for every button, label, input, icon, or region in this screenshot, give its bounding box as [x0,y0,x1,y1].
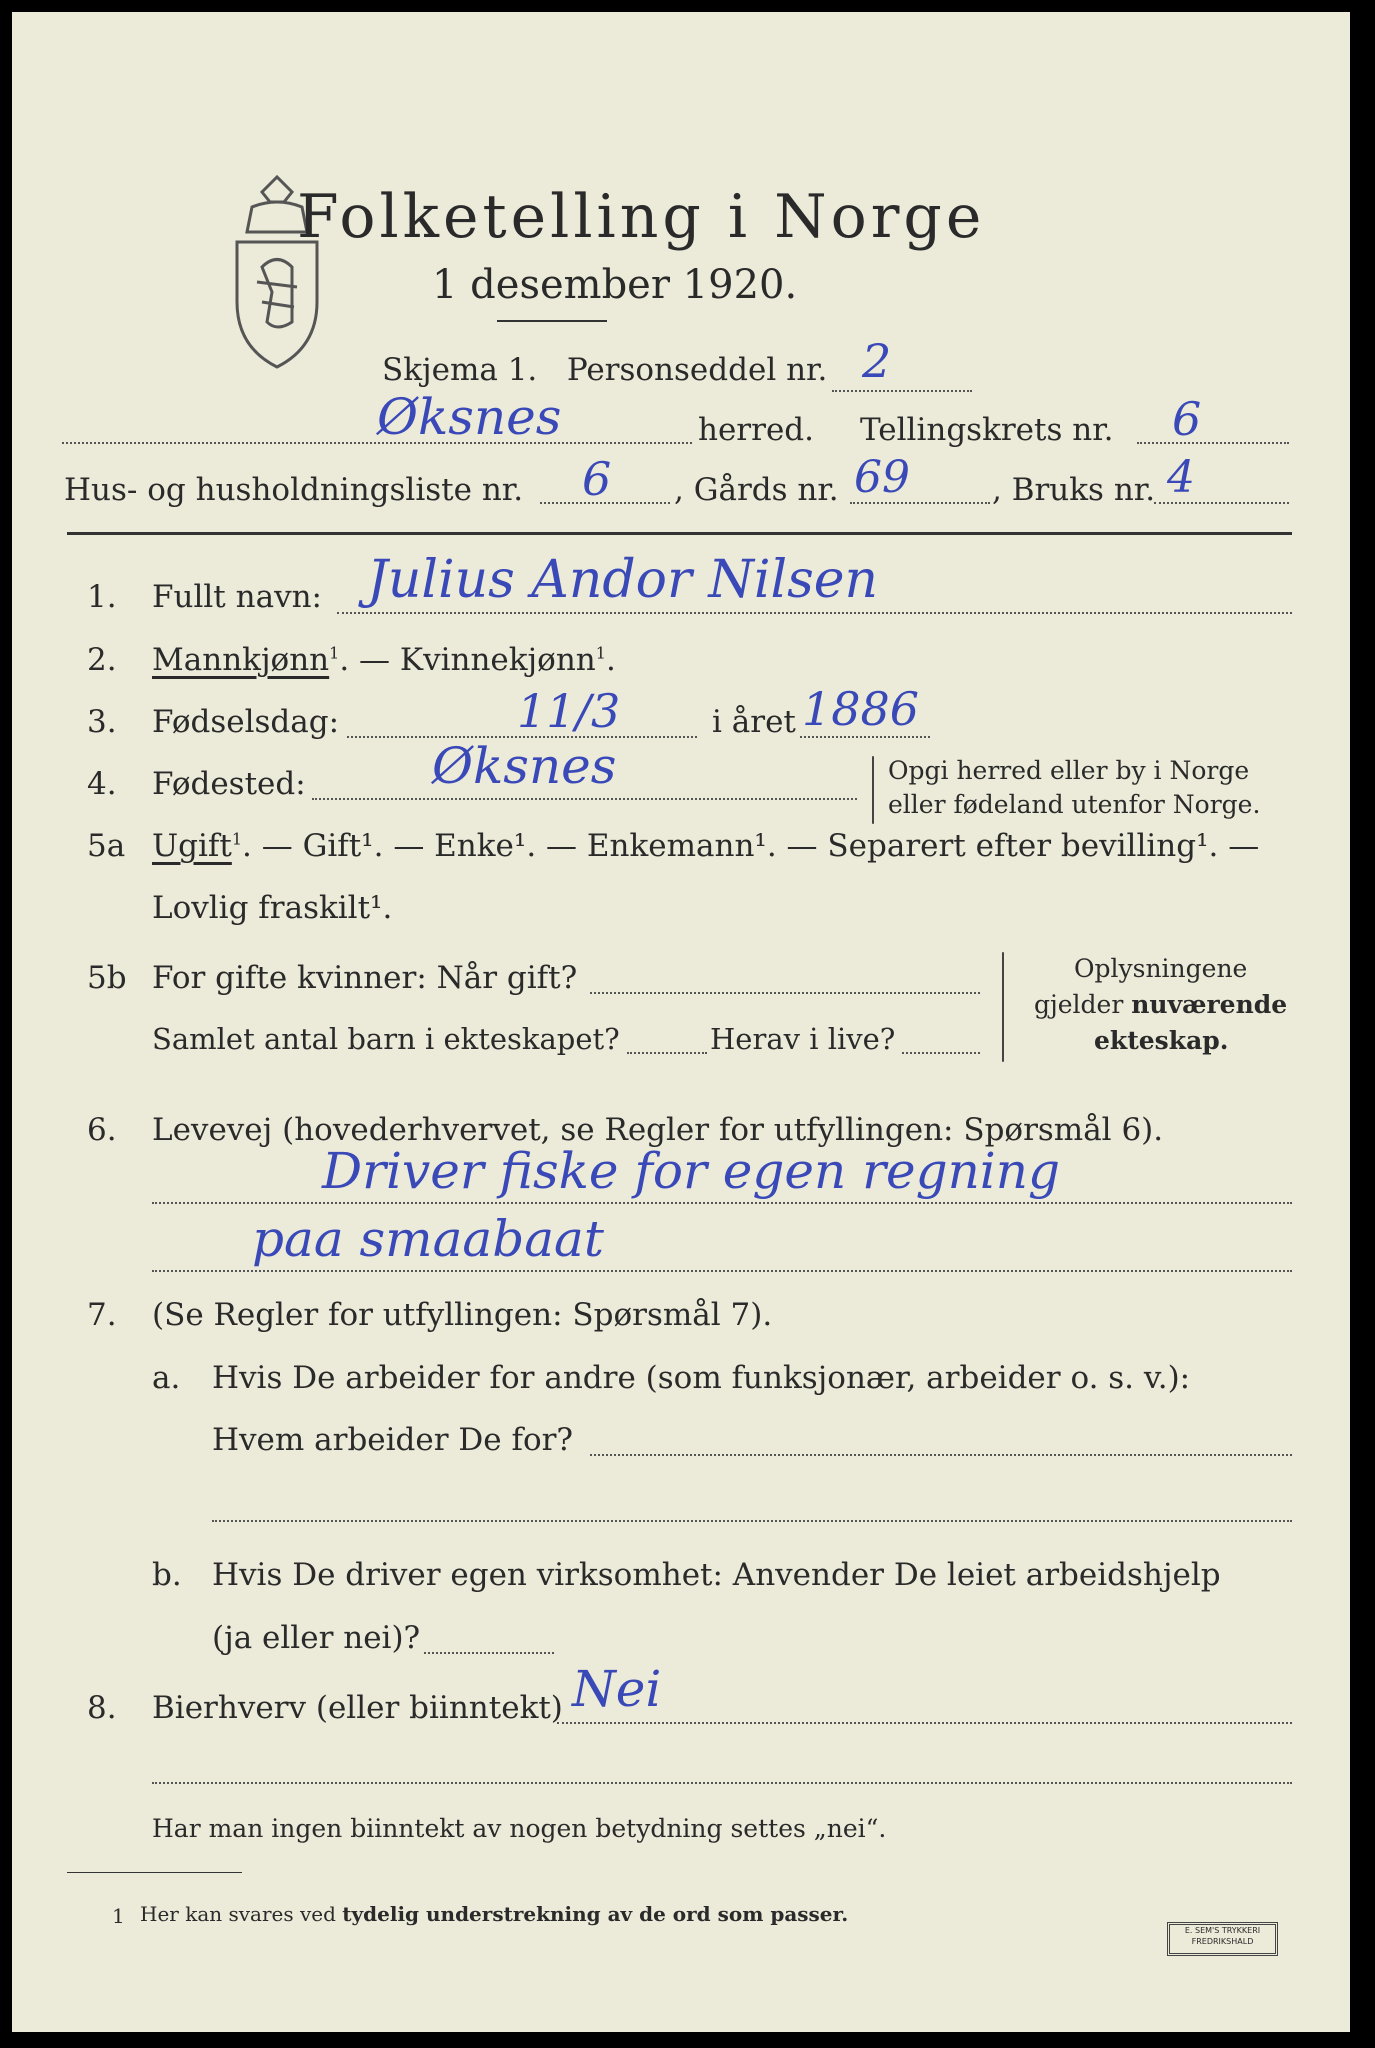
footnote-rule [67,1872,242,1873]
herred-label: herred. [698,412,814,448]
header-divider [67,532,1292,535]
q4-line [312,798,857,800]
q7b-text: Hvis De driver egen virksomhet: Anvender De leiet arbeidshjelp [212,1557,1221,1593]
form-title: Folketelling i Norge [297,182,986,252]
q5b-note-gjelder: gjelder [1034,990,1132,1019]
hus-value: 6 [582,452,612,506]
q5a-rest: . — Gift¹. — Enke¹. — Enkemann¹. — Separert efter bevilling¹. — [242,828,1260,864]
year-label: i året [712,704,796,740]
q5b-note-line2 [1034,990,1287,1019]
occupation-value-line1: Driver fiske for egen regning [322,1142,1060,1200]
personseddel-line [832,390,972,392]
q7a-letter: a. [152,1360,181,1396]
hus-label: Hus- og husholdningsliste nr. [64,472,524,508]
q4-note-line1: Opgi herred eller by i Norge [888,756,1250,785]
year-line [800,736,930,738]
q4-number: 4. [87,766,117,802]
q8-label: Bierhverv (eller biinntekt) [152,1690,563,1726]
q7b-text2: (ja eller nei)? [212,1620,421,1656]
q5b-label2: Samlet antal barn i ekteskapet? [152,1022,620,1056]
q2-number: 2. [87,642,117,678]
stamp-line1: E. SEM'S TRYKKERI [1184,1926,1261,1935]
q2-options: Mannkjønn$^1$. — Kvinnekjønn$^1$. [152,642,616,678]
q3-number: 3. [87,704,117,740]
q7-number: 7. [87,1297,117,1333]
q7a-line1 [590,1454,1292,1456]
q5b-label1: For gifte kvinner: Når gift? [152,960,578,996]
gards-label: , Gårds nr. [674,472,839,508]
occupation-value-line2: paa smaabaat [252,1210,604,1268]
tellingskrets-value: 6 [1172,392,1202,446]
tellingskrets-label: Tellingskrets nr. [860,412,1114,448]
q8-line1 [557,1722,1292,1724]
q5a-number: 5a [87,828,126,864]
personseddel-value: 2 [862,334,892,388]
option-ugift: Ugift [152,828,232,864]
personseddel-label: Personseddel nr. [566,352,828,388]
full-name-value: Julius Andor Nilsen [367,550,879,610]
census-form [12,12,1350,2032]
q7b-line [424,1652,554,1654]
side-income-value: Nei [572,1660,662,1718]
footnote-text [140,1902,848,1926]
herred-value: Øksnes [377,388,562,446]
q7a-text: Hvis De arbeider for andre (som funksjonær, arbeider o. s. v.): [212,1360,1191,1396]
bruks-label: , Bruks nr. [992,472,1156,508]
q2-separator: . — [339,642,400,678]
birthday-value: 11/3 [517,684,621,738]
q5a-options: Ugift$^1$. — Gift¹. — Enke¹. — Enkemann¹. — Separert efter bevilling¹. — [152,828,1260,864]
q6-line1 [152,1202,1292,1204]
gards-value: 69 [854,452,910,503]
footnote-number: 1 [112,1904,125,1928]
q3-label: Fødselsdag: [152,704,340,740]
q5b-brace [1002,952,1004,1062]
skjema-label: Skjema 1. [382,352,538,388]
q5b-note-line3: ekteskap. [1094,1026,1229,1055]
q7b-letter: b. [152,1557,182,1593]
q8-line2 [152,1782,1292,1784]
birth-year-value: 1886 [802,682,920,736]
q8-number: 8. [87,1690,117,1726]
birthplace-value: Øksnes [432,737,617,795]
q5b-line3 [902,1052,980,1054]
q5b-note-line1: Oplysningene [1074,954,1248,983]
q7a-line2 [212,1520,1292,1522]
printer-stamp [1167,1922,1278,1956]
q2-end: . [605,642,616,678]
footnote-text-a: Her kan svares ved [140,1902,343,1926]
footnote-text-b: tydelig understrekning av de ord som passer. [342,1902,849,1926]
q7a-text2: Hvem arbeider De for? [212,1422,574,1458]
tellingskrets-line [1137,442,1289,444]
q1-number: 1. [87,579,117,615]
q5b-line2 [627,1052,707,1054]
q1-line [337,612,1292,614]
q6-line2 [152,1270,1292,1272]
q5b-line1 [590,992,980,994]
footer-note: Har man ingen biinntekt av nogen betydning settes „nei“. [152,1814,887,1843]
q7-label: (Se Regler for utfyllingen: Spørsmål 7). [152,1297,773,1333]
census-date: 1 desember 1920. [432,262,798,308]
q5a-line2: Lovlig fraskilt¹. [152,890,393,926]
q5b-number: 5b [87,960,127,996]
q4-label: Fødested: [152,766,306,802]
stamp-line2: FREDRIKSHALD [1191,1937,1254,1946]
title-divider [497,320,607,322]
option-mannkjonn: Mannkjønn [152,642,330,678]
q5b-label3: Herav i live? [710,1022,896,1056]
q6-label: Levevej (hovederhvervet, se Regler for utfyllingen: Spørsmål 6). [152,1112,1164,1148]
q6-number: 6. [87,1112,117,1148]
option-kvinnekjonn: Kvinnekjønn [399,642,596,678]
q4-note-line2: eller fødeland utenfor Norge. [888,790,1261,819]
q1-label: Fullt navn: [152,579,322,615]
q5b-note-nuvaerende: nuværende [1131,990,1288,1019]
q4-brace [872,756,874,824]
bruks-value: 4 [1167,452,1195,503]
